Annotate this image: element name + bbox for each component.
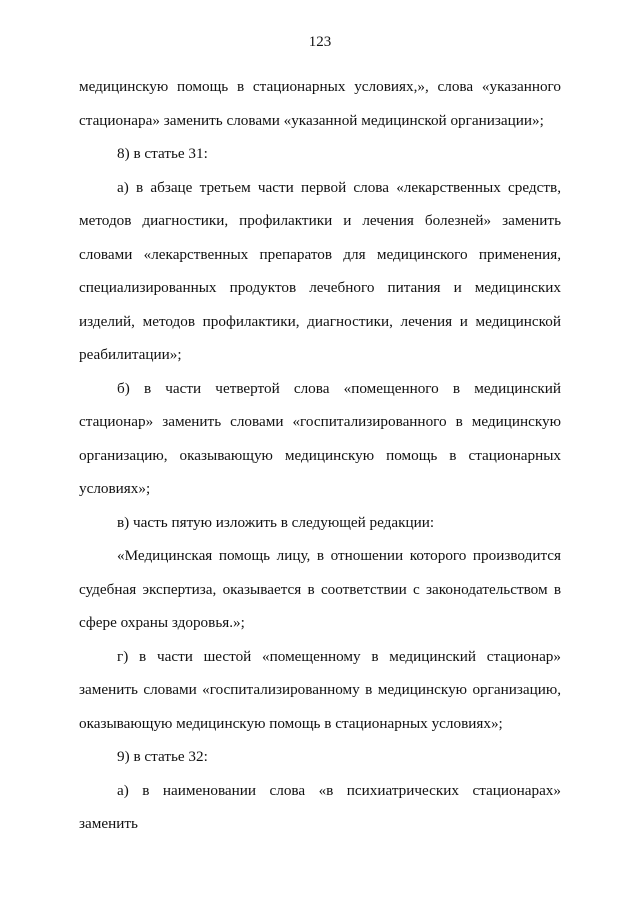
paragraph-item-9: 9) в статье 32: bbox=[117, 748, 208, 765]
paragraph-subitem-v-31: в) часть пятую изложить в следующей редакции: bbox=[117, 513, 435, 531]
paragraph-item-8: 8) в статье 31: bbox=[117, 145, 208, 162]
paragraph-subitem-a-31: а) в абзаце третьем части первой слова «лекарственных средств, методов диагностики, профилактики и лечения болезней» заменить словами «лекарственных препаратов для медицинского применения, специализированных продуктов лечебного питания и медицинских изделий, методов профилактики, диагностики, лечения и медицинской реабилитации»; bbox=[79, 178, 561, 363]
document-body bbox=[79, 70, 561, 841]
paragraph-subitem-g-31: г) в части шестой «помещенному в медицинский стационар» заменить словами «госпитализированному в медицинскую организацию, оказывающую медицинскую помощь в стационарных условиях»; bbox=[79, 647, 561, 732]
page-number: 123 bbox=[308, 34, 332, 50]
paragraph-quoted-text: «Медицинская помощь лицу, в отношении которого производится судебная экспертиза, оказывается в соответствии с законодательством в сфере охраны здоровья.»; bbox=[79, 547, 561, 631]
paragraph-subitem-a-32: а) в наименовании слова «в психиатрических стационарах» заменить bbox=[79, 781, 561, 832]
paragraph-subitem-b-31: б) в части четвертой слова «помещенного в медицинский стационар» заменить словами «госпитализированного в медицинскую организацию, оказывающую медицинскую помощь в стационарных условиях»; bbox=[79, 379, 561, 497]
paragraph-continuation: медицинскую помощь в стационарных условиях,», слова «указанного стационара» заменить словами «указанной медицинской организации»; bbox=[79, 78, 561, 129]
